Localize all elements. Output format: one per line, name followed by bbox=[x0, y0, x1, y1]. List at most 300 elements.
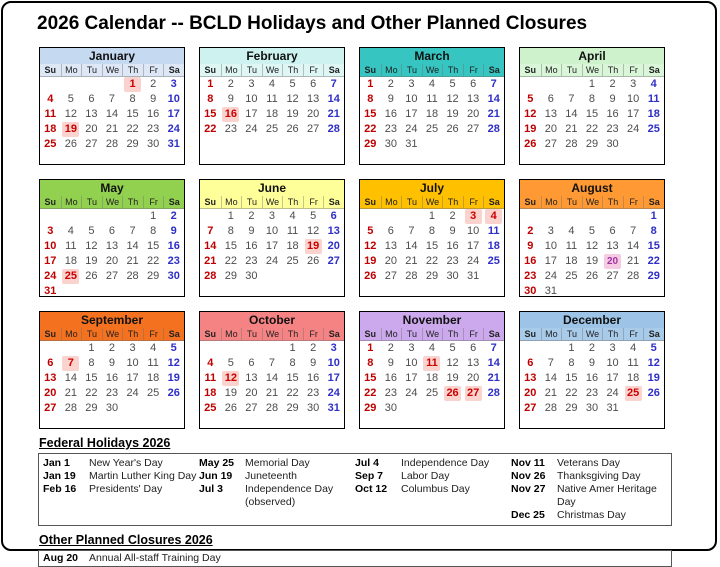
day-cell bbox=[422, 92, 443, 107]
day-cell bbox=[221, 254, 242, 269]
day-header: Fr bbox=[623, 64, 644, 76]
holiday-name: Columbus Day bbox=[401, 483, 470, 495]
day-number: 15 bbox=[126, 108, 139, 120]
holiday-name: Presidents' Day bbox=[89, 483, 163, 495]
day-number: 15 bbox=[286, 372, 299, 384]
day-number: 2 bbox=[150, 78, 157, 90]
day-cell bbox=[483, 209, 504, 224]
day-number: 25 bbox=[204, 402, 217, 414]
day-cell bbox=[463, 356, 484, 371]
day-number: 12 bbox=[167, 357, 180, 369]
day-header: Fr bbox=[303, 328, 324, 340]
day-header: Th bbox=[602, 328, 623, 340]
day-header: Tu bbox=[241, 64, 262, 76]
day-header: Sa bbox=[163, 196, 184, 208]
day-header: Tu bbox=[241, 196, 262, 208]
empty-cell bbox=[541, 77, 562, 92]
day-cell bbox=[241, 92, 262, 107]
day-header: We bbox=[102, 64, 123, 76]
day-number: 21 bbox=[544, 387, 557, 399]
day-number: 11 bbox=[266, 93, 278, 105]
month-august bbox=[519, 179, 665, 297]
day-number: 1 bbox=[227, 210, 234, 222]
day-number: 29 bbox=[364, 138, 377, 150]
day-cell bbox=[303, 401, 324, 416]
day-number: 17 bbox=[405, 108, 418, 120]
day-header: Th bbox=[282, 64, 303, 76]
day-cell bbox=[463, 77, 484, 92]
day-cell bbox=[422, 341, 443, 356]
day-cell bbox=[602, 254, 623, 269]
day-number: 22 bbox=[85, 387, 98, 399]
day-cell bbox=[303, 371, 324, 386]
day-cell bbox=[520, 239, 541, 254]
holiday-day: 16 bbox=[222, 107, 239, 122]
day-number: 23 bbox=[446, 255, 459, 267]
holiday-day: 7 bbox=[62, 356, 79, 371]
day-cell bbox=[200, 386, 221, 401]
day-cell bbox=[61, 401, 82, 416]
day-number: 1 bbox=[588, 78, 596, 90]
day-number: 11 bbox=[627, 357, 639, 369]
day-cell bbox=[143, 341, 164, 356]
day-cell bbox=[143, 137, 164, 152]
day-number: 3 bbox=[170, 78, 177, 90]
day-number: 29 bbox=[647, 270, 660, 282]
day-cell bbox=[200, 269, 221, 284]
day-number: 25 bbox=[286, 255, 299, 267]
day-cell bbox=[463, 341, 484, 356]
day-cell bbox=[282, 77, 303, 92]
day-cell bbox=[282, 401, 303, 416]
day-cell bbox=[582, 401, 603, 416]
day-cell bbox=[442, 92, 463, 107]
day-cell bbox=[200, 107, 221, 122]
day-number: 4 bbox=[47, 93, 54, 105]
day-cell bbox=[143, 122, 164, 137]
day-cell bbox=[163, 77, 184, 92]
day-cell bbox=[81, 269, 102, 284]
day-number: 1 bbox=[150, 210, 157, 222]
day-number: 24 bbox=[265, 255, 279, 267]
day-cell bbox=[381, 224, 402, 239]
holiday-name: Annual All-staff Training Day bbox=[89, 552, 221, 564]
day-number: 2 bbox=[588, 342, 596, 354]
day-number: 29 bbox=[224, 270, 237, 282]
day-cell bbox=[40, 107, 61, 122]
day-number: 31 bbox=[467, 270, 480, 282]
day-cell bbox=[282, 92, 303, 107]
day-header: Fr bbox=[463, 196, 484, 208]
day-cell bbox=[163, 341, 184, 356]
holiday-entry bbox=[43, 470, 199, 483]
day-header: Tu bbox=[401, 196, 422, 208]
day-cell bbox=[282, 254, 303, 269]
day-cell bbox=[303, 386, 324, 401]
day-header-row bbox=[520, 196, 664, 209]
day-number: 23 bbox=[606, 123, 619, 135]
day-cell bbox=[221, 122, 242, 137]
day-cell bbox=[323, 77, 344, 92]
day-header: Tu bbox=[401, 328, 422, 340]
day-cell bbox=[422, 77, 443, 92]
day-cell bbox=[122, 356, 143, 371]
day-cell bbox=[442, 356, 463, 371]
day-cell bbox=[602, 239, 623, 254]
holiday-column bbox=[43, 457, 199, 522]
day-number: 11 bbox=[44, 108, 57, 120]
day-number: 23 bbox=[167, 255, 180, 267]
day-cell bbox=[81, 137, 102, 152]
day-number: 6 bbox=[470, 78, 477, 90]
day-cell bbox=[143, 239, 164, 254]
day-header: Mo bbox=[61, 328, 82, 340]
day-header: Su bbox=[44, 65, 57, 75]
empty-cell bbox=[582, 209, 603, 224]
holiday-name: New Year's Day bbox=[89, 457, 163, 469]
day-cell bbox=[561, 386, 582, 401]
day-number: 6 bbox=[547, 93, 554, 105]
day-cell bbox=[200, 401, 221, 416]
day-number: 8 bbox=[367, 357, 374, 369]
day-cell bbox=[520, 137, 541, 152]
day-header: Tu bbox=[241, 328, 262, 340]
day-cell bbox=[163, 224, 184, 239]
holiday-date: Aug 20 bbox=[43, 552, 79, 564]
federal-holidays-section bbox=[3, 436, 715, 526]
day-cell bbox=[241, 209, 262, 224]
day-header: Sa bbox=[323, 328, 344, 340]
day-number: 5 bbox=[449, 342, 456, 354]
day-header: Th bbox=[602, 64, 623, 76]
day-number: 10 bbox=[627, 93, 640, 105]
day-cell bbox=[561, 224, 582, 239]
day-header: Tu bbox=[81, 64, 102, 76]
day-cell bbox=[163, 122, 184, 137]
day-number: 9 bbox=[170, 225, 177, 237]
day-header: Sa bbox=[323, 64, 344, 76]
day-number: 20 bbox=[384, 255, 397, 267]
day-cell bbox=[582, 341, 603, 356]
day-number: 15 bbox=[364, 372, 377, 384]
day-number: 24 bbox=[544, 270, 557, 282]
holiday-date: Feb 16 bbox=[43, 483, 77, 495]
day-number: 3 bbox=[248, 78, 255, 90]
day-cell bbox=[541, 137, 562, 152]
day-cell bbox=[541, 284, 562, 299]
closure-day: 20 bbox=[604, 254, 621, 269]
month-october bbox=[199, 311, 345, 429]
day-cell bbox=[81, 122, 102, 137]
day-cell bbox=[442, 122, 463, 137]
day-number: 27 bbox=[524, 402, 537, 414]
day-number: 12 bbox=[307, 225, 320, 237]
day-number: 13 bbox=[105, 240, 119, 252]
day-number: 14 bbox=[405, 240, 418, 252]
day-header: Sa bbox=[483, 328, 504, 340]
day-number: 18 bbox=[265, 108, 279, 120]
day-number: 16 bbox=[245, 240, 258, 252]
month-name: February bbox=[200, 48, 344, 64]
day-cell bbox=[143, 209, 164, 224]
day-cell bbox=[200, 239, 221, 254]
day-number: 19 bbox=[446, 372, 459, 384]
holiday-day: 3 bbox=[465, 209, 482, 224]
day-number: 17 bbox=[467, 240, 480, 252]
day-cell bbox=[561, 239, 582, 254]
day-number: 16 bbox=[167, 240, 180, 252]
day-number: 1 bbox=[367, 78, 374, 90]
holiday-day: 19 bbox=[62, 122, 79, 137]
day-cell bbox=[262, 224, 283, 239]
day-number: 24 bbox=[405, 123, 418, 135]
month-may bbox=[39, 179, 185, 297]
day-cell bbox=[442, 341, 463, 356]
month-name: January bbox=[40, 48, 184, 64]
empty-cell bbox=[40, 77, 61, 92]
empty-cell bbox=[561, 77, 582, 92]
day-number: 20 bbox=[105, 255, 119, 267]
day-number: 13 bbox=[467, 357, 480, 369]
day-cell bbox=[303, 239, 324, 254]
holiday-entry bbox=[511, 509, 667, 522]
day-header: Mo bbox=[61, 64, 82, 76]
day-cell bbox=[582, 107, 603, 122]
day-number: 12 bbox=[446, 357, 459, 369]
day-header: Tu bbox=[81, 328, 102, 340]
holiday-date: Jan 1 bbox=[43, 457, 70, 469]
day-number: 20 bbox=[467, 108, 480, 120]
day-number: 4 bbox=[428, 342, 436, 354]
day-cell bbox=[200, 224, 221, 239]
day-number: 16 bbox=[384, 372, 397, 384]
holiday-date: Nov 27 bbox=[511, 483, 546, 495]
day-number: 13 bbox=[606, 240, 619, 252]
day-cell bbox=[643, 356, 664, 371]
day-number: 16 bbox=[307, 372, 320, 384]
day-number: 10 bbox=[405, 93, 418, 105]
day-cell bbox=[61, 137, 82, 152]
day-cell bbox=[643, 386, 664, 401]
day-cell bbox=[200, 92, 221, 107]
empty-cell bbox=[200, 209, 221, 224]
day-cell bbox=[241, 356, 262, 371]
day-number: 21 bbox=[487, 108, 500, 120]
day-cell bbox=[323, 356, 344, 371]
day-number: 12 bbox=[286, 93, 299, 105]
day-number: 23 bbox=[585, 387, 599, 399]
holiday-date: Nov 26 bbox=[511, 470, 546, 482]
day-cell bbox=[40, 254, 61, 269]
day-number: 28 bbox=[544, 402, 557, 414]
day-cell bbox=[40, 92, 61, 107]
day-cell bbox=[422, 122, 443, 137]
day-number: 6 bbox=[47, 357, 54, 369]
day-cell bbox=[221, 209, 242, 224]
month-name: April bbox=[520, 48, 664, 64]
day-cell bbox=[643, 77, 664, 92]
day-cell bbox=[241, 269, 262, 284]
day-number: 17 bbox=[405, 372, 418, 384]
day-cell bbox=[381, 137, 402, 152]
day-cell bbox=[61, 356, 82, 371]
day-cell bbox=[262, 209, 283, 224]
day-number: 24 bbox=[327, 387, 340, 399]
day-number: 26 bbox=[446, 123, 459, 135]
day-cell bbox=[360, 239, 381, 254]
day-number: 4 bbox=[289, 210, 296, 222]
day-number: 11 bbox=[487, 225, 500, 237]
month-name: November bbox=[360, 312, 504, 328]
day-cell bbox=[323, 209, 344, 224]
day-number: 22 bbox=[224, 255, 237, 267]
day-cell bbox=[381, 269, 402, 284]
day-header-row bbox=[360, 196, 504, 209]
day-cell bbox=[381, 92, 402, 107]
holiday-entry bbox=[43, 483, 199, 496]
holiday-name: Thanksgiving Day bbox=[557, 470, 641, 482]
empty-cell bbox=[61, 341, 82, 356]
day-number: 23 bbox=[524, 270, 537, 282]
day-cell bbox=[282, 209, 303, 224]
day-cell bbox=[122, 122, 143, 137]
day-number: 19 bbox=[85, 255, 98, 267]
day-cell bbox=[643, 341, 664, 356]
day-cell bbox=[221, 224, 242, 239]
day-cell bbox=[401, 107, 422, 122]
days-grid bbox=[200, 341, 344, 416]
holiday-column bbox=[511, 457, 667, 522]
day-number: 28 bbox=[487, 123, 500, 135]
day-header: Th bbox=[282, 328, 303, 340]
day-cell bbox=[143, 107, 164, 122]
day-cell bbox=[623, 224, 644, 239]
day-header: We bbox=[262, 196, 283, 208]
day-cell bbox=[303, 254, 324, 269]
day-cell bbox=[381, 254, 402, 269]
day-number: 26 bbox=[64, 138, 77, 150]
day-cell bbox=[221, 386, 242, 401]
day-number: 17 bbox=[544, 255, 557, 267]
day-number: 22 bbox=[425, 255, 439, 267]
day-cell bbox=[643, 209, 664, 224]
day-number: 30 bbox=[384, 138, 397, 150]
day-number: 18 bbox=[565, 255, 578, 267]
day-cell bbox=[262, 386, 283, 401]
days-grid bbox=[360, 209, 504, 284]
day-number: 27 bbox=[245, 402, 258, 414]
day-cell bbox=[282, 371, 303, 386]
day-cell bbox=[323, 239, 344, 254]
day-number: 6 bbox=[330, 210, 337, 222]
day-cell bbox=[303, 92, 324, 107]
holiday-name: Memorial Day bbox=[245, 457, 310, 469]
day-cell bbox=[483, 107, 504, 122]
day-cell bbox=[61, 371, 82, 386]
holiday-entry bbox=[43, 552, 667, 565]
month-april bbox=[519, 47, 665, 165]
day-number: 27 bbox=[467, 123, 480, 135]
day-header-row bbox=[520, 64, 664, 77]
day-number: 7 bbox=[568, 93, 575, 105]
day-number: 7 bbox=[408, 225, 415, 237]
day-header: We bbox=[582, 196, 603, 208]
day-cell bbox=[61, 254, 82, 269]
day-cell bbox=[541, 224, 562, 239]
holiday-date: Dec 25 bbox=[511, 509, 545, 521]
day-number: 9 bbox=[387, 357, 394, 369]
day-number: 10 bbox=[126, 357, 139, 369]
day-number: 13 bbox=[85, 108, 98, 120]
day-cell bbox=[323, 341, 344, 356]
month-name: July bbox=[360, 180, 504, 196]
day-number: 4 bbox=[207, 357, 214, 369]
day-cell bbox=[582, 77, 603, 92]
day-cell bbox=[143, 77, 164, 92]
day-number: 6 bbox=[108, 225, 116, 237]
days-grid bbox=[360, 77, 504, 152]
day-cell bbox=[40, 239, 61, 254]
day-number: 10 bbox=[467, 225, 480, 237]
day-cell bbox=[422, 107, 443, 122]
day-cell bbox=[262, 371, 283, 386]
day-cell bbox=[561, 341, 582, 356]
day-number: 24 bbox=[627, 123, 640, 135]
day-cell bbox=[282, 386, 303, 401]
day-cell bbox=[520, 122, 541, 137]
day-number: 8 bbox=[289, 357, 296, 369]
day-number: 12 bbox=[446, 93, 459, 105]
day-cell bbox=[102, 401, 123, 416]
day-header: Mo bbox=[381, 328, 402, 340]
day-cell bbox=[122, 254, 143, 269]
day-number: 3 bbox=[609, 342, 616, 354]
day-number: 2 bbox=[227, 78, 234, 90]
month-name: March bbox=[360, 48, 504, 64]
day-number: 2 bbox=[449, 210, 456, 222]
day-cell bbox=[122, 92, 143, 107]
day-number: 2 bbox=[108, 342, 116, 354]
day-cell bbox=[381, 77, 402, 92]
day-cell bbox=[520, 284, 541, 299]
day-cell bbox=[323, 92, 344, 107]
day-cell bbox=[61, 107, 82, 122]
day-cell bbox=[401, 371, 422, 386]
day-number: 22 bbox=[126, 123, 139, 135]
day-cell bbox=[40, 224, 61, 239]
days-grid bbox=[360, 341, 504, 416]
day-number: 11 bbox=[65, 240, 77, 252]
day-cell bbox=[463, 107, 484, 122]
day-cell bbox=[602, 122, 623, 137]
day-number: 26 bbox=[364, 270, 377, 282]
day-cell bbox=[582, 386, 603, 401]
day-header: Fr bbox=[623, 328, 644, 340]
empty-cell bbox=[401, 209, 422, 224]
day-number: 18 bbox=[487, 240, 500, 252]
day-cell bbox=[40, 284, 61, 299]
day-number: 30 bbox=[446, 270, 459, 282]
day-cell bbox=[520, 224, 541, 239]
day-cell bbox=[602, 401, 623, 416]
empty-cell bbox=[40, 209, 61, 224]
day-number: 20 bbox=[44, 387, 57, 399]
day-number: 2 bbox=[609, 78, 616, 90]
day-number: 19 bbox=[167, 372, 180, 384]
empty-cell bbox=[541, 209, 562, 224]
holiday-entry bbox=[355, 457, 511, 470]
day-cell bbox=[81, 341, 102, 356]
